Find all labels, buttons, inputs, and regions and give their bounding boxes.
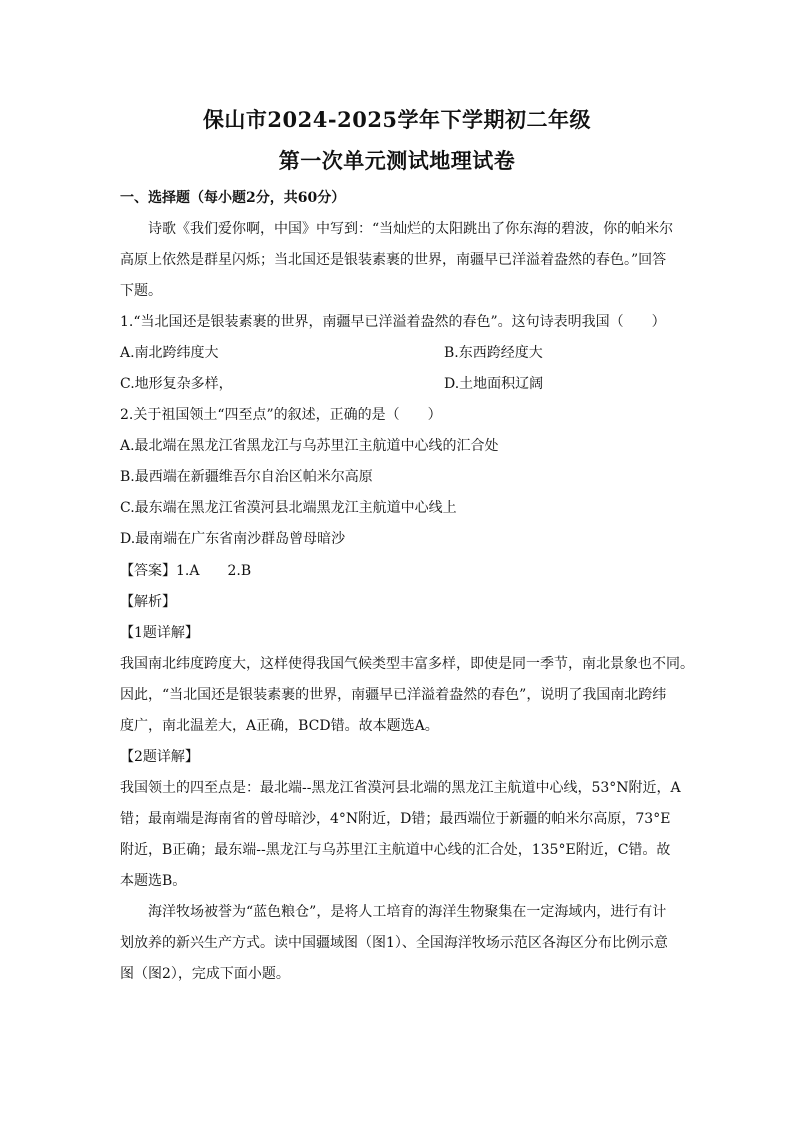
passage-line: 下题。	[120, 283, 162, 299]
q2-detail-line: 附近，B正确；最东端--黑龙江与乌苏里江主航道中心线的汇合处，135°E附近，C错。故	[120, 842, 671, 858]
passage-line: 高原上依然是群星闪烁；当北国还是银装素裹的世界，南疆早已洋溢着盎然的春色。”回答	[120, 252, 667, 268]
passage-line: 诗歌《我们爱你啊，中国》中写到：“当灿烂的太阳跳出了你东海的碧波，你的帕米尔	[148, 221, 674, 237]
q1-detail-line: 度广，南北温差大，A正确，BCD错。故本题选A。	[120, 718, 439, 734]
question-2-option-b: B.最西端在新疆维吾尔自治区帕米尔高原	[120, 469, 373, 485]
passage-line: 图（图2），完成下面小题。	[120, 966, 290, 982]
analysis-label: 【解析】	[120, 594, 176, 610]
question-1-option-b: B.东西跨经度大	[444, 345, 543, 361]
q1-detail-label: 【1题详解】	[120, 625, 199, 641]
section-heading: 一、选择题（每小题2分，共60分）	[120, 190, 346, 206]
question-2-stem: 2.关于祖国领土“四至点”的叙述，正确的是（ ）	[120, 407, 442, 423]
q1-detail-line: 我国南北纬度跨度大，这样使得我国气候类型丰富多样，即使是同一季节，南北景象也不同。	[120, 656, 694, 672]
question-2-option-c: C.最东端在黑龙江省漠河县北端黑龙江主航道中心线上	[120, 500, 457, 516]
question-2-option-a: A.最北端在黑龙江省黑龙江与乌苏里江主航道中心线的汇合处	[120, 438, 499, 454]
passage-line: 海洋牧场被誉为“蓝色粮仓”，是将人工培育的海洋生物聚集在一定海域内，进行有计	[148, 904, 667, 920]
q1-detail-line: 因此，“当北国还是银装素裹的世界，南疆早已洋溢着盎然的春色”，说明了我国南北跨纬	[120, 687, 667, 703]
q2-detail-line: 我国领土的四至点是：最北端--黑龙江省漠河县北端的黑龙江主航道中心线，53°N附近，A	[120, 780, 681, 796]
question-1-option-a: A.南北跨纬度大	[120, 345, 219, 361]
q2-detail-label: 【2题详解】	[120, 749, 199, 765]
question-1-option-c: C.地形复杂多样，	[120, 376, 233, 392]
answer-line: 【答案】1.A 2.B	[120, 563, 252, 579]
q2-detail-line: 本题选B。	[120, 873, 187, 889]
exam-subtitle: 第一次单元测试地理试卷	[278, 148, 516, 173]
question-2-option-d: D.最南端在广东省南沙群岛曾母暗沙	[120, 531, 346, 547]
question-1-stem: 1.“当北国还是银装素裹的世界，南疆早已洋溢着盎然的春色”。这句诗表明我国（ ）	[120, 314, 666, 330]
q2-detail-line: 错；最南端是海南省的曾母暗沙，4°N附近，D错；最西端位于新疆的帕米尔高原，73°E	[120, 811, 671, 827]
exam-title: 保山市2024-2025学年下学期初二年级	[202, 107, 592, 132]
question-1-option-d: D.土地面积辽阔	[444, 376, 544, 392]
passage-line: 划放养的新兴生产方式。读中国疆域图（图1）、全国海洋牧场示范区各海区分布比例示意	[120, 935, 668, 951]
